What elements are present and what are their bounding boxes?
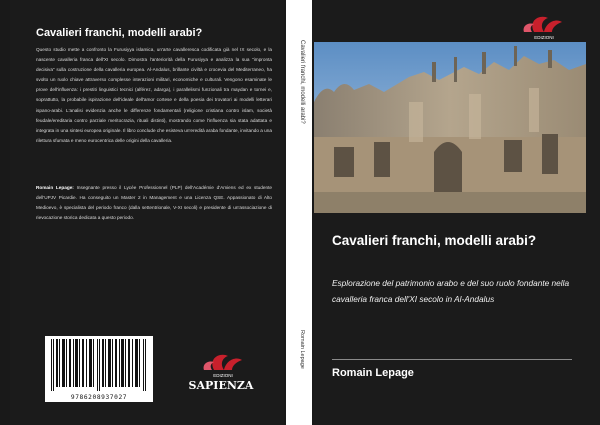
spine bbox=[286, 0, 312, 425]
back-cover bbox=[10, 0, 284, 425]
front-cover-author: Romain Lepage bbox=[332, 367, 414, 379]
author-bio-name: Romain Lepage: bbox=[36, 185, 74, 190]
spine-title: Cavalieri franchi, modelli arabi? bbox=[299, 40, 305, 124]
back-cover-blurb: Questo studio mette a confronto la Furusiyya islamica, un'arte cavalleresca codificata già nel IX secolo, e la nascente cavalleria franca dell'XI secolo. Dimostra l'anteriorità della Furusiyya e analizza la sua "impronta decisiva" sulla costruzione della cavalleria europea. Al-Andalus, brillante civiltà e crocevia del Mediterraneo, ha svolto un ruolo chiave attraverso complesse interazioni militari, economiche e culturali. Vengono esaminate le prove dell'influenza: i prestiti linguistici tecnici (alférez, adarga), i parallelismi funzionali tra maydan e tornei e, soprattutto, la probabile ispirazione dell'ideale dell'amor cortese e della poesia dei trovatori ai modelli letterari ispano-arabi. L'analisi evidenzia anche le differenze fondamentali (religione cristiana contro islam, società feudale/ereditaria contro parziale meritocrazia, rituali distinti), mostrando come l'influenza sia stata adattata e integrata in una sintesi europea originale. Il libro conclude che esisteva un'eredità araba fondante, invitando a una rilettura sfumata e meno eurocentrica delle origini della cavalleria. bbox=[36, 47, 272, 143]
publisher-tagline: EDIZIONI bbox=[213, 373, 233, 378]
barcode bbox=[45, 336, 153, 402]
isbn-number: 9786208937027 bbox=[70, 394, 128, 401]
barcode-icon bbox=[49, 339, 149, 391]
publisher-logo-icon bbox=[186, 350, 256, 394]
author-bio-text: Insegnante presso il Lycée Professionnel (PLP) dell'Académie d'Amiens ed ex studente dell'UPJV Picardie. Ha conseguito un Master 2 in Management e una Licenza QSE. Appassionato di Alto Medioevo, è specialista del periodo franco (dalla settentrionale, V-XI secoli) e presidente di un'associazione di rievocazione storica dedicata a questo periodo. bbox=[36, 185, 272, 221]
front-cover bbox=[314, 0, 600, 425]
author-bio bbox=[36, 183, 272, 223]
front-cover-subtitle: Esplorazione del patrimonio arabo e del suo ruolo fondante nella cavalleria franca dell'XI secolo in Al-Andalus bbox=[332, 278, 570, 304]
cover-photo bbox=[314, 42, 586, 213]
monastery-image bbox=[314, 42, 586, 213]
publisher-name: SAPIENZA bbox=[188, 379, 254, 392]
divider bbox=[332, 359, 572, 360]
back-cover-title: Cavalieri franchi, modelli arabi? bbox=[36, 27, 203, 39]
spine-author: Romain Lepage bbox=[299, 330, 305, 369]
front-cover-title: Cavalieri franchi, modelli arabi? bbox=[332, 233, 537, 248]
publisher-tagline: EDIZIONI bbox=[534, 35, 554, 40]
